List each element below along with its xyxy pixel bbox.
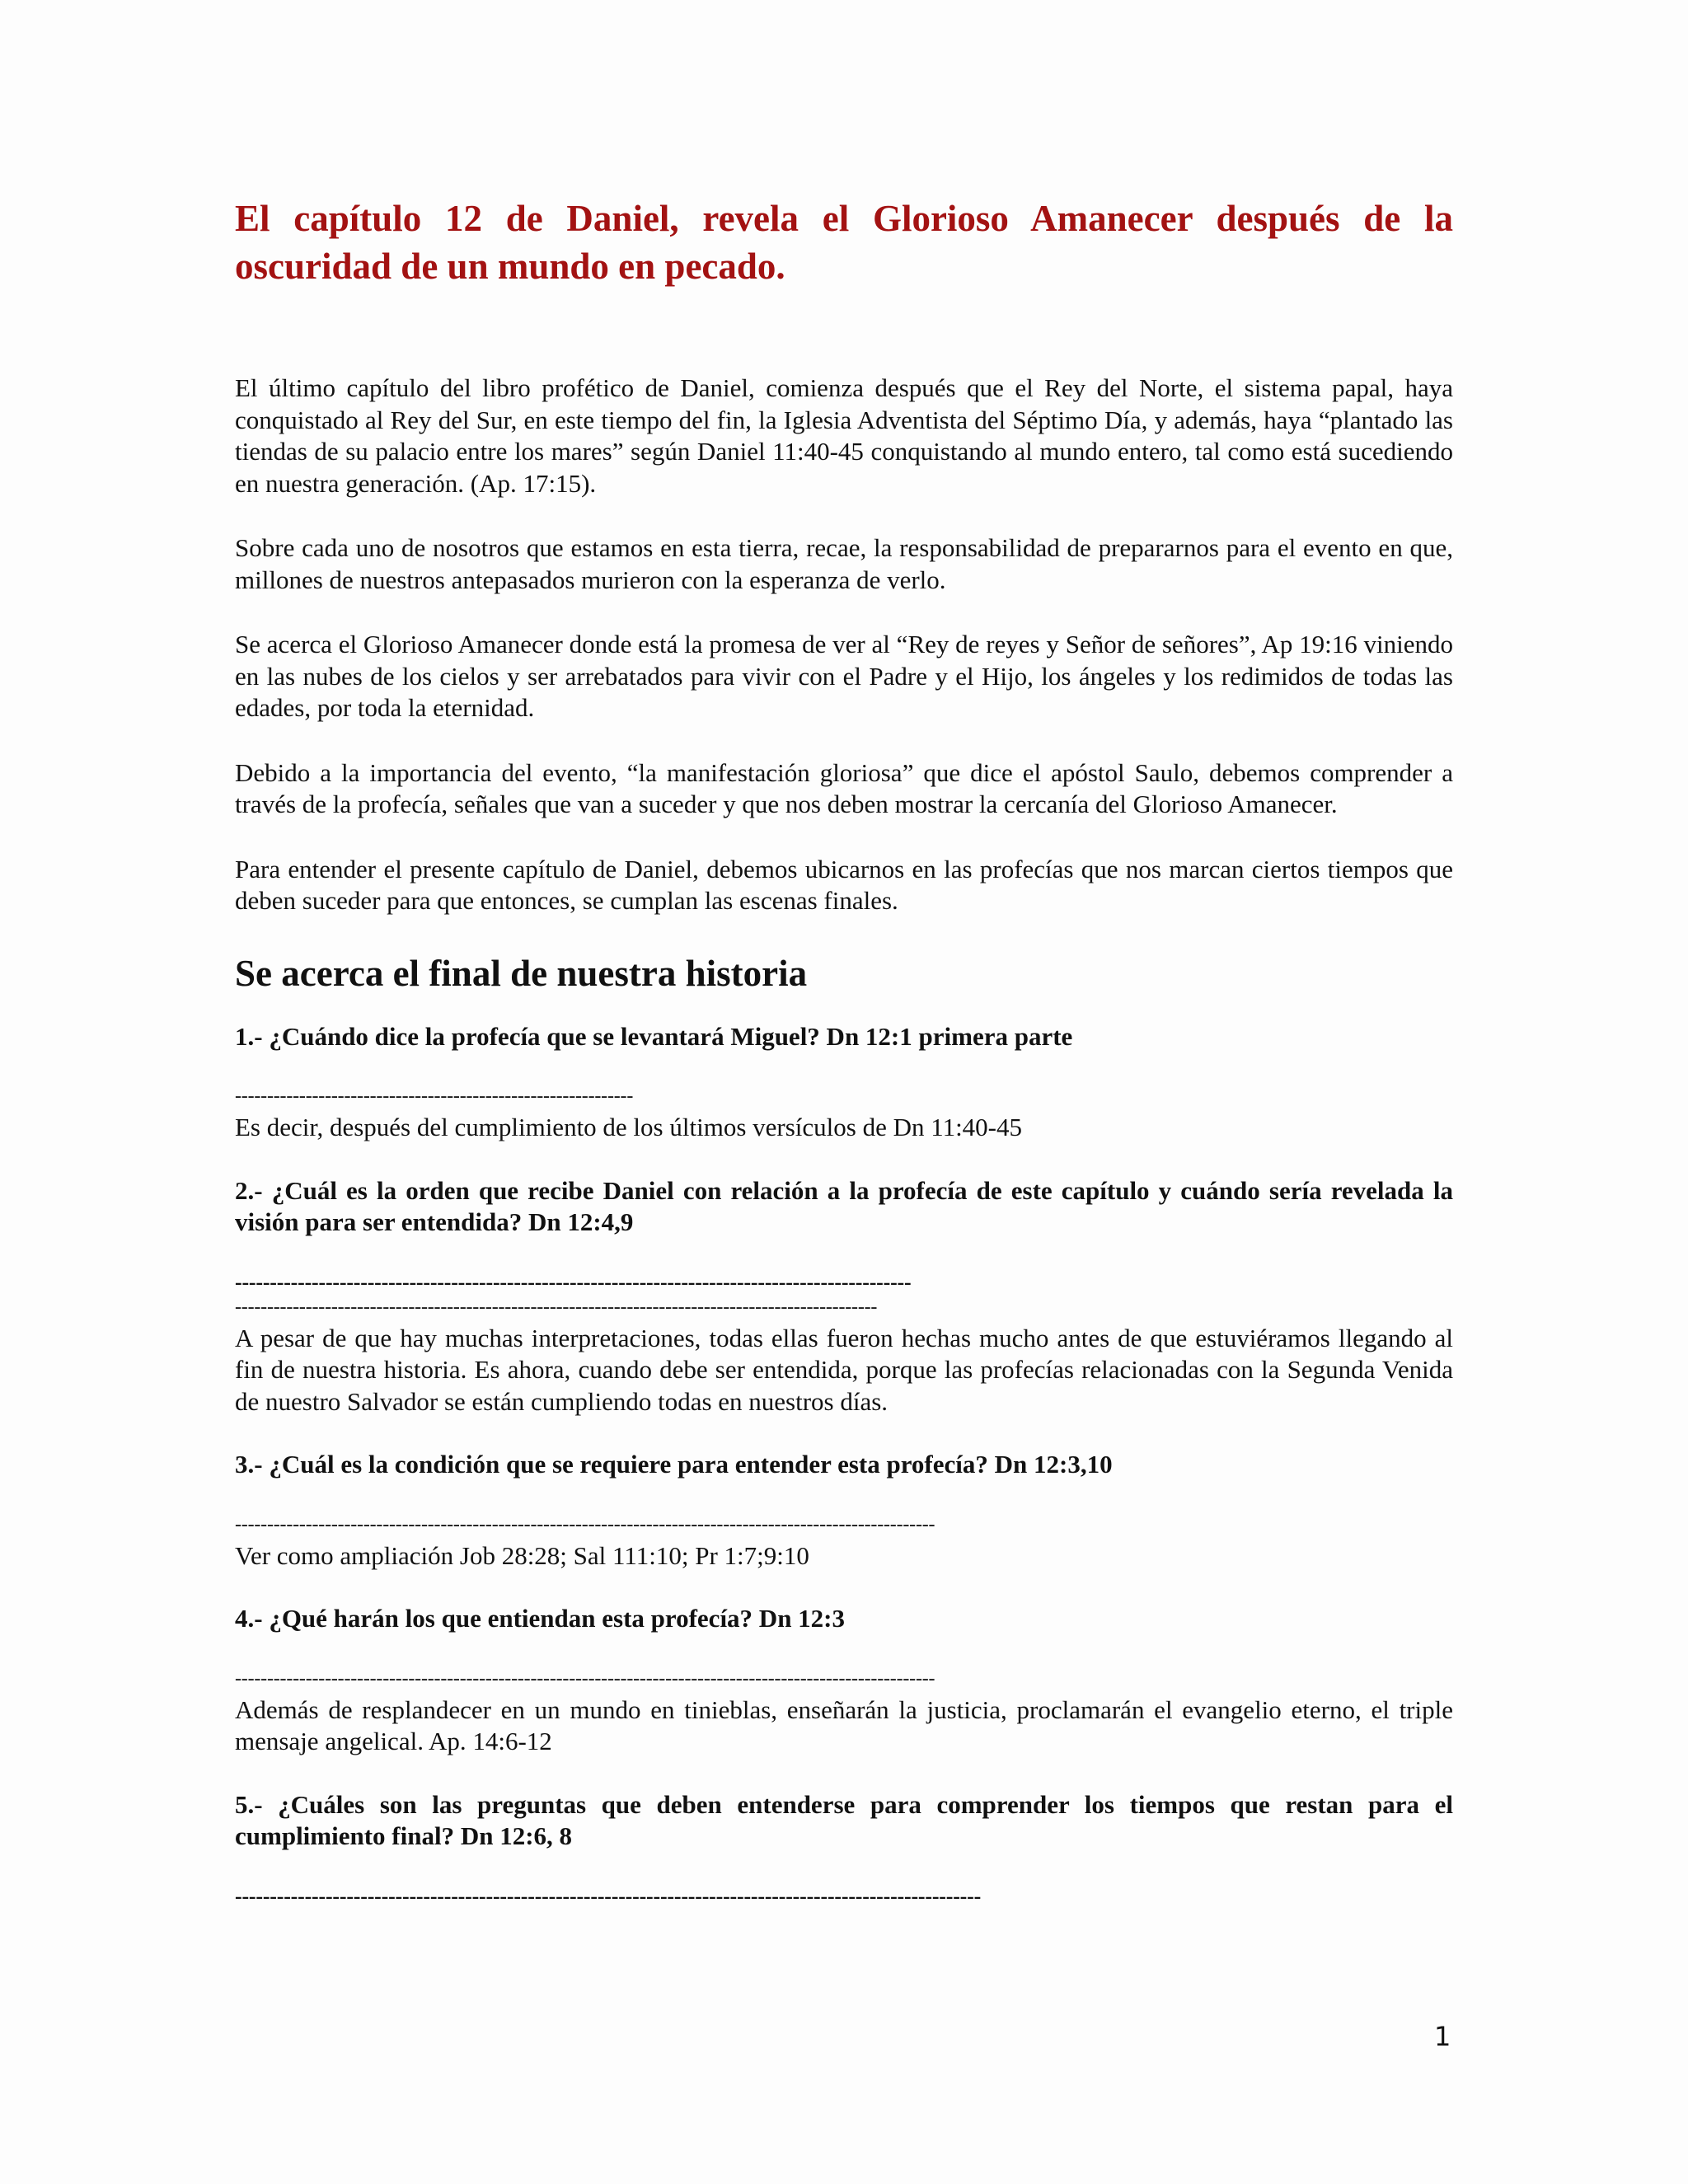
paragraph-2: Sobre cada uno de nosotros que estamos en esta tierra, recae, la responsabilidad de prepararnos para el evento en que, millones de nuestros antepasados murieron con la esperanza de verlo. [235,533,1453,594]
intro-section [235,373,1453,917]
question-2 [235,1175,1453,1418]
answer-line-2a: ------------------------------------------------------------------------------------------------- [235,1269,912,1294]
paragraph-5: Para entender el presente capítulo de Daniel, debemos ubicarnos en las profecías que nos marcan ciertos tiempos que deben suceder para que entonces, se cumplan las escenas finales. [235,854,1453,915]
question-5-text: 5.- ¿Cuáles son las preguntas que deben entenderse para comprender los tiempos que restan para el cumplimiento final? Dn 12:6, 8 [235,1789,1453,1850]
question-5 [235,1789,1453,1909]
question-1 [235,1021,1453,1144]
answer-line-4: ------------------------------------------------------------------------------------------------------------- [235,1667,935,1690]
question-3-answer: Ver como ampliación Job 28:28; Sal 111:10; Pr 1:7;9:10 [235,1540,809,1570]
question-4-answer: Además de resplandecer en un mundo en tinieblas, enseñarán la justicia, proclamarán el evangelio eterno, el triple mensaje angelical. Ap. 14:6-12 [235,1694,1453,1755]
document-title: El capítulo 12 de Daniel, revela el Glorioso Amanecer después de la oscuridad de un mundo en pecado. [235,198,1453,287]
page-number: 1 [1434,2021,1451,2052]
question-1-answer: Es decir, después del cumplimiento de los últimos versículos de Dn 11:40-45 [235,1113,1023,1141]
section-heading: Se acerca el final de nuestra historia [235,952,808,994]
question-4-text: 4.- ¿Qué harán los que entiendan esta profecía? Dn 12:3 [235,1604,846,1633]
paragraph-1: El último capítulo del libro profético de Daniel, comienza después que el Rey del Norte, el sistema papal, haya conquistado al Rey del Sur, en este tiempo del fin, la Iglesia Adventista del Séptimo Día, y además, haya “plantado las tiendas de su palacio entre los mares” según Daniel 11:40-45 conquistando al mundo entero, tal como está sucediendo en nuestra generación. (Ap. 17:15). [235,373,1453,498]
question-1-text: 1.- ¿Cuándo dice la profecía que se levantará Miguel? Dn 12:1 primera parte [235,1021,1073,1051]
question-4 [235,1603,1453,1758]
question-3-text: 3.- ¿Cuál es la condición que se requiere para entender esta profecía? Dn 12:3,10 [235,1450,1113,1479]
answer-line-5: ----------------------------------------------------------------------------------------------------------- [235,1883,982,1908]
answer-line-2b: ---------------------------------------------------------------------------------------------------- [235,1296,878,1318]
paragraph-4: Debido a la importancia del evento, “la manifestación gloriosa” que dice el apóstol Saulo, debemos comprender a través de la profecía, señales que van a suceder y que nos deben mostrar la cercanía del Glorioso Amanecer. [235,757,1453,818]
answer-line-3: ------------------------------------------------------------------------------------------------------------- [235,1513,935,1535]
answer-line-1: -------------------------------------------------------------- [235,1085,634,1107]
document-content [235,194,1453,1909]
paragraph-3: Se acerca el Glorioso Amanecer donde está la promesa de ver al “Rey de reyes y Señor de señores”, Ap 19:16 viniendo en las nubes de los cielos y ser arrebatados para vivir con el Padre y el Hijo, los ángeles y los redimidos de todas las edades, por toda la eternidad. [235,630,1453,722]
question-2-text: 2.- ¿Cuál es la orden que recibe Daniel con relación a la profecía de este capítulo y cuándo sería revelada la visión para ser entendida? Dn 12:4,9 [235,1175,1453,1236]
question-2-answer: A pesar de que hay muchas interpretaciones, todas ellas fueron hechas mucho antes de que estuviéramos llegando al fin de nuestra historia. Es ahora, cuando debe ser entendida, porque las profecías relacionadas con la Segunda Venida de nuestro Salvador se están cumpliendo todas en nuestros días. [235,1323,1453,1416]
question-3 [235,1449,1453,1572]
